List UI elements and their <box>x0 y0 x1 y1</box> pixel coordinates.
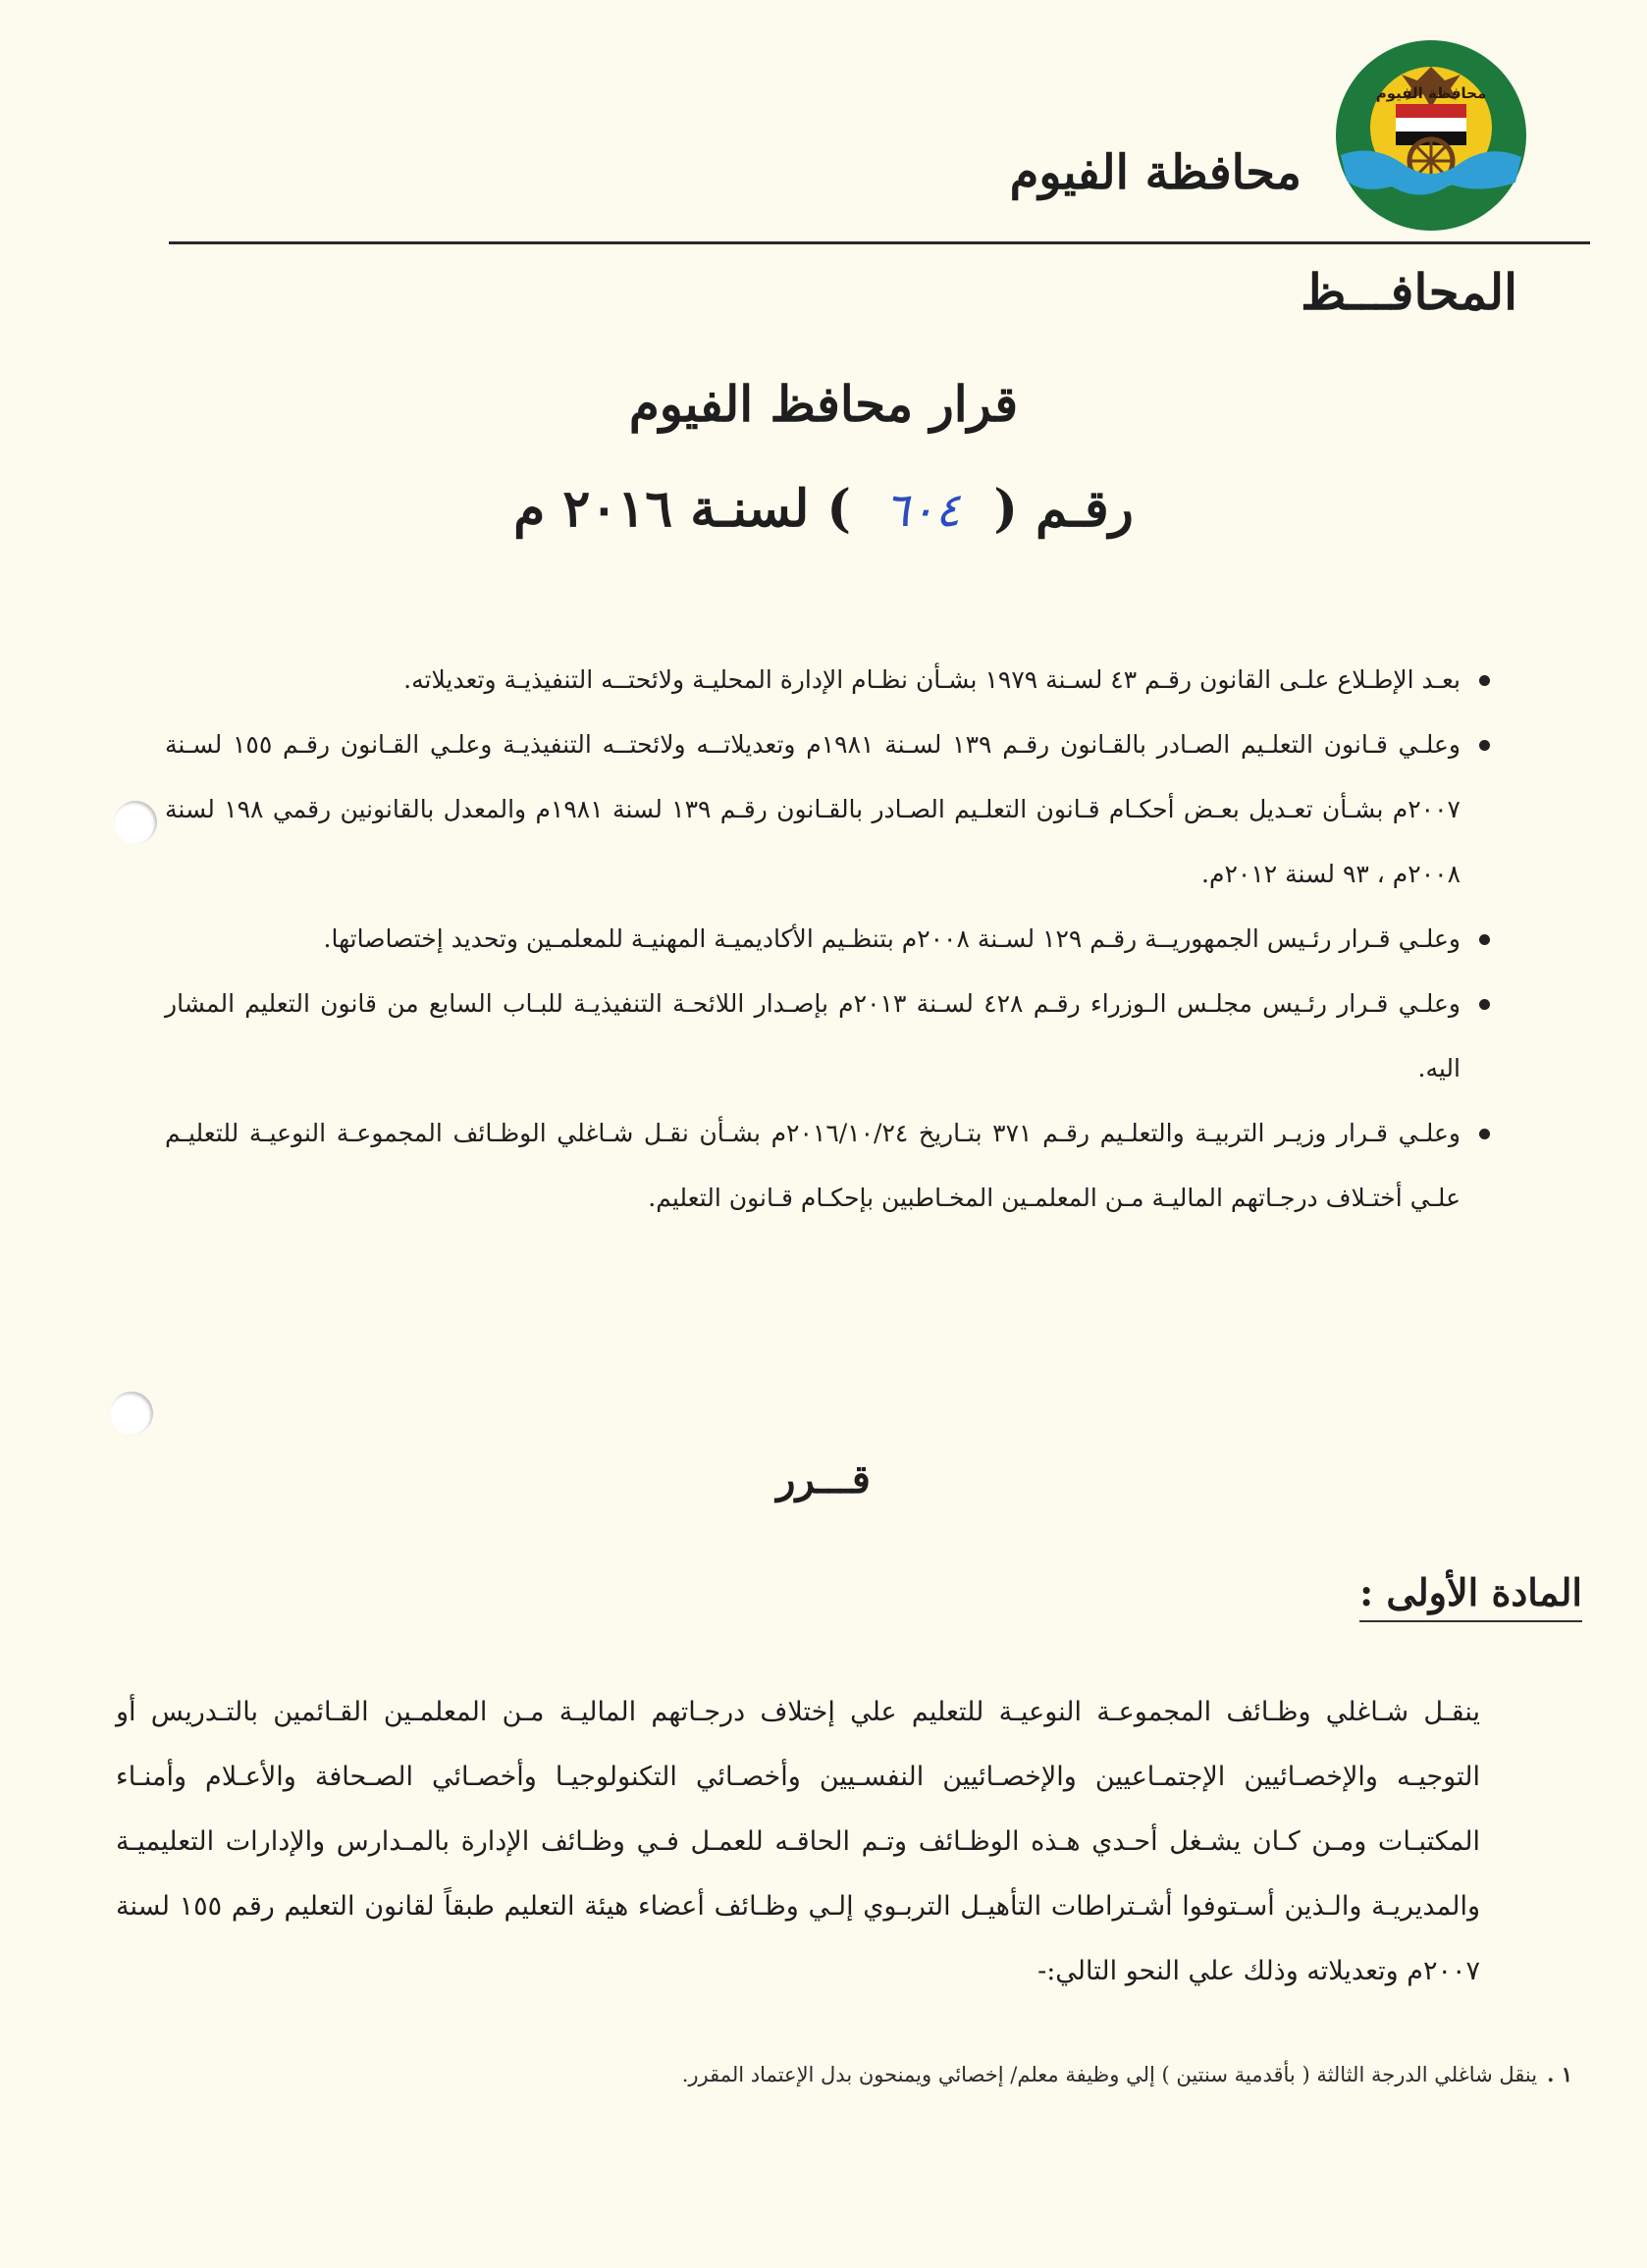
seal-flag-white <box>1396 118 1466 132</box>
article-item <box>463 2055 1572 2094</box>
governorate-name: محافظة الفيوم <box>1009 145 1302 200</box>
decision-number <box>0 479 1647 539</box>
whereas-clauses-list <box>165 648 1490 1231</box>
governorate-seal-logo <box>1333 37 1529 234</box>
whereas-clause: وعلـي قـانون التعلـيم الصـادر بالقـانون رقـم ١٣٩ لسـنة ١٩٨١م وتعديلاتــه ولائحتــه التنفيذيـة وعلـي القـانون رقـم ١٥٥ لسـنة ٢٠٠٧م بشـأن تعـديل بعـض أحكـام قـانون التعلـيم الصـادر بالقـانون رقـم ١٣٩ لسنة ١٩٨١م والمعدل بالقانونين رقمي ١٩٨ لسنة ٢٠٠٨م ، ٩٣ لسنة ٢٠١٢م. <box>165 712 1490 907</box>
article-one-body: ينقـل شـاغلي وظـائف المجموعـة النوعيـة للتعليم علي إختلاف درجـاتهم الماليـة مـن المعلمـين القـائمين بالتـدريس أو التوجيـه والإخصـائيين الإجتمـاعيين والإخصـائيين النفسـيين وأخصـائي التكنولوجيـا وأخصـائي الصـحافة والأعـلام وأمنـاء المكتبـات ومـن كـان يشـغل أحـدي هـذه الوظـائف وتـم الحاقـه للعمـل فـي وظـائف الإدارة بالمـدارس والإدارات التعليميـة والمديريـة والـذين أسـتوفوا أشـتراطات التأهيـل التربـوي إلـي وظـائف أعضاء هيئة التعليم طبقاً لقانون التعليم رقم ١٥٥ لسنة ٢٠٠٧م وتعديلاته وذلك علي النحو التالي:- <box>116 1697 1480 1986</box>
decision-title: قرار محافظ الفيوم <box>628 375 1019 433</box>
whereas-clause: بعـد الإطـلاع علـى القانون رقـم ٤٣ لسـنة ١٩٧٩ بشـأن نظـام الإدارة المحليـة ولائحتــه التنفيذيـة وتعديلاته. <box>165 648 1490 712</box>
punch-hole-bottom <box>110 1392 153 1435</box>
whereas-clause: وعلـي قـرار رئـيس الجمهوريــة رقـم ١٢٩ لسـنة ٢٠٠٨م بتنظـيم الأكاديميـة المهنيـة للمعلمـين وتحديد إختصاصاتها. <box>165 907 1490 972</box>
seal-flag-red <box>1396 104 1466 118</box>
article-one-items <box>463 2055 1572 2094</box>
article-item-text: ينقل شاغلي الدرجة الثالثة ( بأقدمية سنتين ) إلي وظيفة معلم/ إخصائي ويمنحون بدل الإعتماد المقرر. <box>681 2063 1538 2086</box>
article-one-heading: المادة الأولى : <box>1359 1570 1582 1622</box>
whereas-clause: وعلـي قـرار وزيـر التربيـة والتعلـيم رقـم ٣٧١ بتـاريخ ٢٠١٦/١٠/٢٤م بشـأن نقـل شـاغلي الوظـائف المجموعـة النوعيـة للتعليـم علـي أختـلاف درجـاتهم الماليـة مـن المعلمـين المخـاطبين بإحكـام قـانون التعليم. <box>165 1101 1490 1231</box>
decided-label: قـــرر <box>776 1456 871 1503</box>
office-title: المحافـــظ <box>1301 263 1517 321</box>
seal-text: محافظة الفيوم <box>1375 84 1487 102</box>
punch-hole-top <box>114 801 157 844</box>
article-item-number: ١ . <box>1547 2062 1572 2086</box>
header-divider <box>169 241 1590 244</box>
decision-number-handwritten: ٦٠٤ <box>884 483 961 538</box>
decision-number-suffix: ) لسنـة ٢٠١٦ م <box>513 479 851 539</box>
whereas-clause: وعلـي قـرار رئـيس مجلـس الـوزراء رقـم ٤٢٨ لسـنة ٢٠١٣م بإصـدار اللائحـة التنفيذيـة للبـاب السابع من قانون التعليم المشار اليه. <box>165 972 1490 1101</box>
decision-number-prefix: رقـم ( <box>993 479 1134 539</box>
